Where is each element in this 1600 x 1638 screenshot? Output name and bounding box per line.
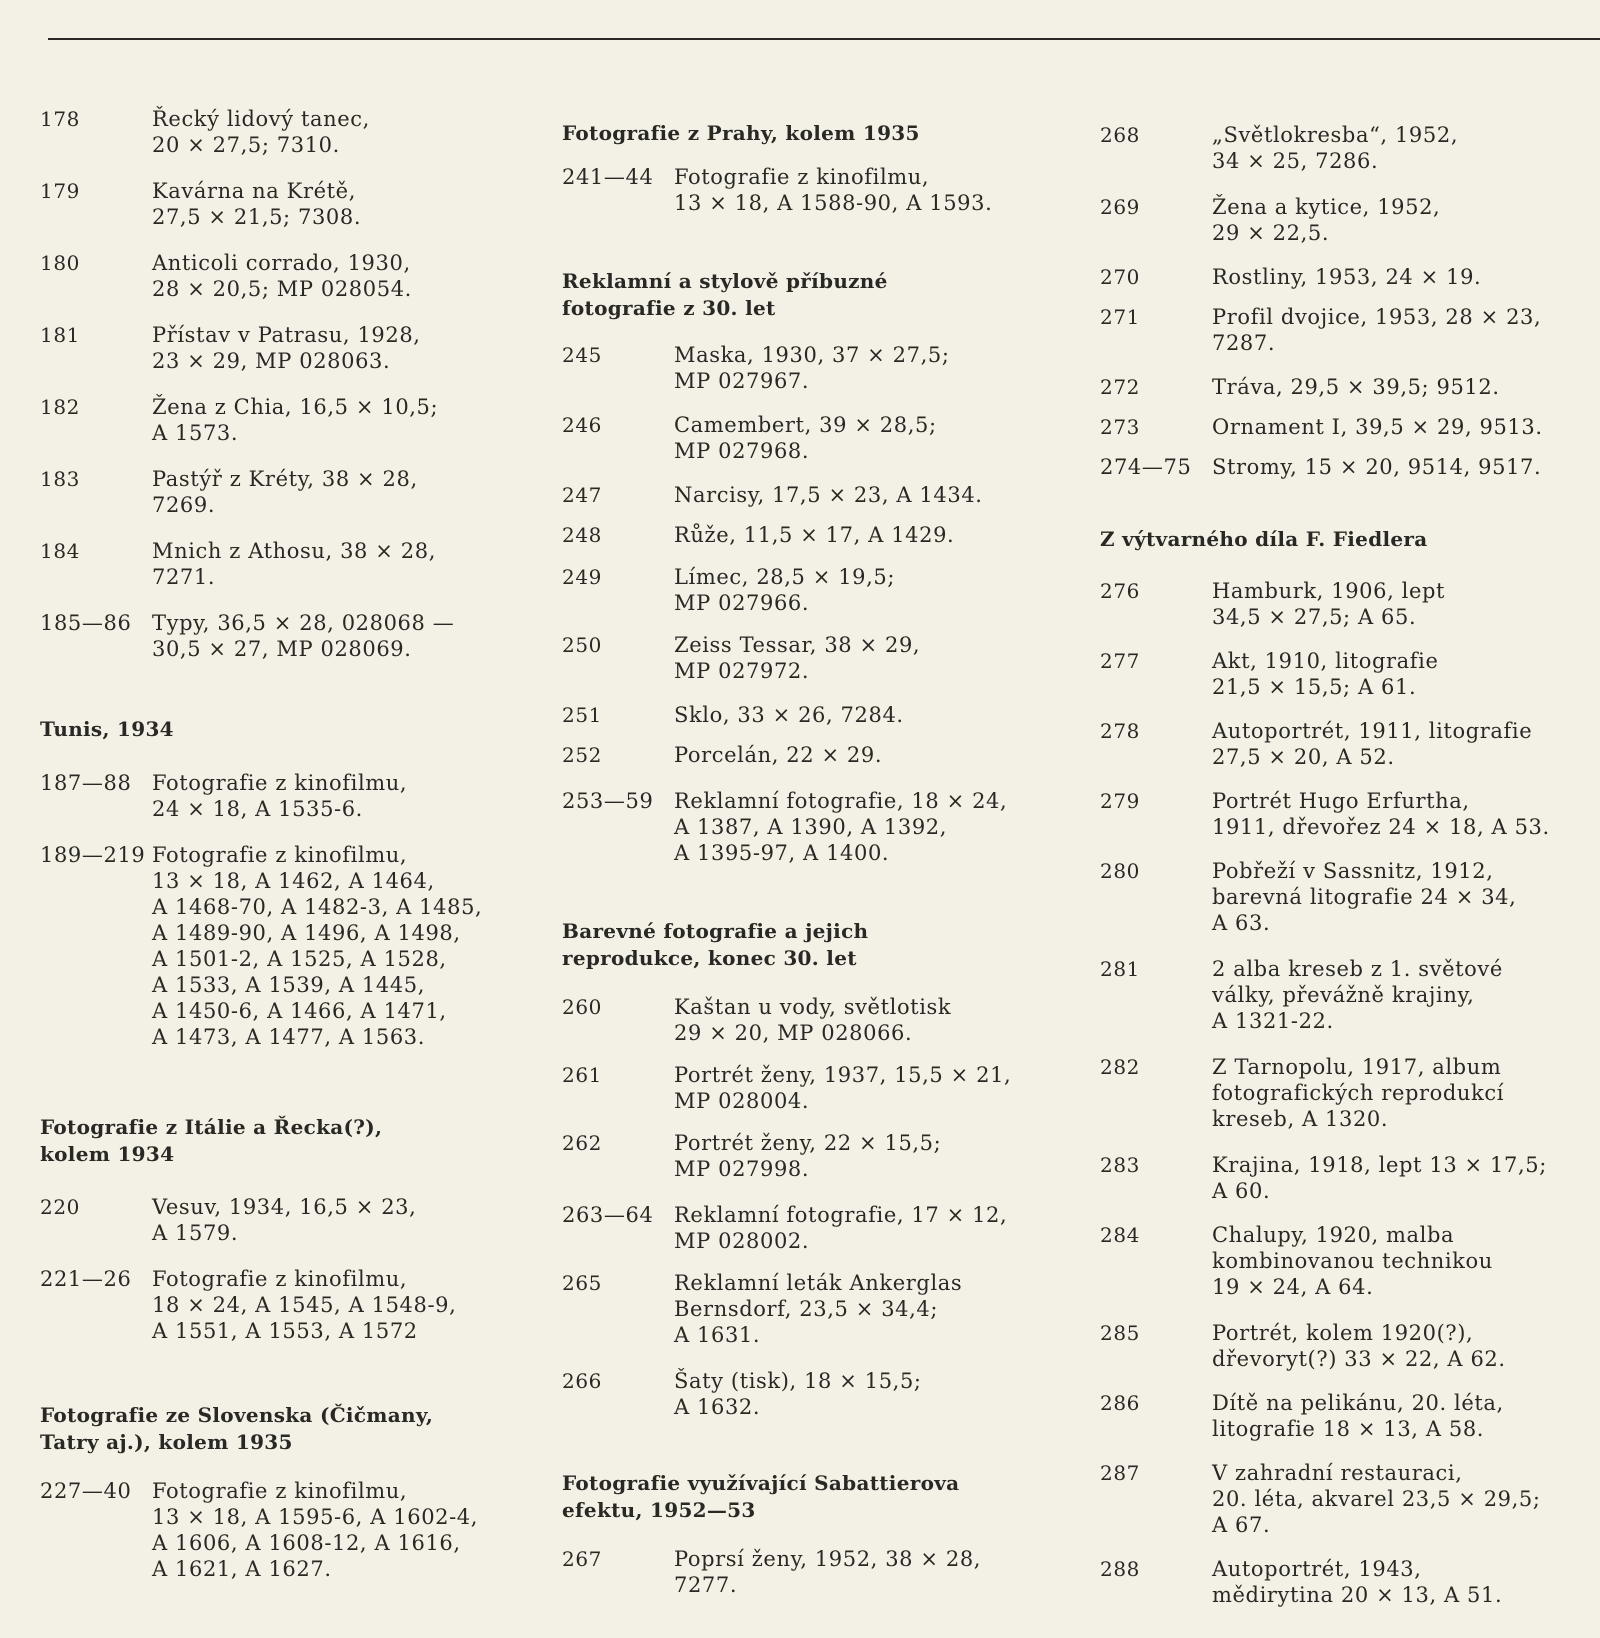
catalog-entry	[562, 412, 1077, 464]
entry-number: 184	[40, 539, 80, 563]
catalog-entry	[1100, 414, 1595, 440]
entry-number: 267	[562, 1547, 602, 1571]
catalog-entry	[1100, 1556, 1595, 1608]
catalog-entry	[562, 1130, 1077, 1182]
entry-description: Portrét Hugo Erfurtha, 1911, dřevořez 24 × 18, A 53.	[1212, 789, 1550, 839]
entry-description: Camembert, 39 × 28,5; MP 027968.	[674, 413, 937, 463]
entry-description: Šaty (tisk), 18 × 15,5; A 1632.	[674, 1369, 922, 1419]
catalog-entry	[40, 770, 545, 822]
entry-description: Autoportrét, 1943, mědirytina 20 × 13, A 51.	[1212, 1557, 1503, 1607]
entry-number: 253—59	[562, 789, 654, 813]
entry-description: 2 alba kreseb z 1. světové války, převážně krajiny, A 1321-22.	[1212, 957, 1503, 1033]
entry-number: 251	[562, 703, 602, 727]
entry-description: Profil dvojice, 1953, 28 × 23, 7287.	[1212, 305, 1542, 355]
entry-number: 262	[562, 1131, 602, 1155]
entry-description: Vesuv, 1934, 16,5 × 23, A 1579.	[152, 1195, 417, 1245]
entry-number: 261	[562, 1063, 602, 1087]
catalog-entry	[1100, 956, 1595, 1034]
catalog-entry	[1100, 194, 1595, 246]
entry-number: 284	[1100, 1223, 1140, 1247]
catalog-entry	[1100, 1460, 1595, 1538]
entry-number: 274—75	[1100, 455, 1192, 479]
catalog-entry	[40, 842, 545, 1050]
section-heading: Barevné fotografie a jejich reprodukce, konec 30. let	[562, 919, 869, 970]
catalog-entry	[562, 1062, 1077, 1114]
entry-description: Portrét, kolem 1920(?), dřevoryt(?) 33 × 22, A 62.	[1212, 1321, 1506, 1371]
catalog-entry	[562, 632, 1077, 684]
catalog-entry	[562, 564, 1077, 616]
entry-description: Pastýř z Kréty, 38 × 28, 7269.	[152, 467, 418, 517]
catalog-entry	[40, 466, 545, 518]
catalog-entry	[1100, 264, 1595, 290]
entry-number: 286	[1100, 1391, 1140, 1415]
entry-description: Chalupy, 1920, malba kombinovanou technikou 19 × 24, A 64.	[1212, 1223, 1493, 1299]
section-heading: Fotografie z Itálie a Řecka(?), kolem 1934	[40, 1115, 383, 1166]
catalog-entry	[1100, 1054, 1595, 1132]
entry-number: 227—40	[40, 1479, 132, 1503]
catalog-entry	[1100, 718, 1595, 770]
entry-description: Tráva, 29,5 × 39,5; 9512.	[1212, 375, 1500, 399]
entry-number: 283	[1100, 1153, 1140, 1177]
entry-description: „Světlokresba“, 1952, 34 × 25, 7286.	[1212, 123, 1459, 173]
entry-number: 260	[562, 995, 602, 1019]
section-heading: Fotografie z Prahy, kolem 1935	[562, 121, 920, 145]
catalog-entry	[1100, 1222, 1595, 1300]
entry-description: Přístav v Patrasu, 1928, 23 × 29, MP 028063.	[152, 323, 421, 373]
catalog-entry	[40, 610, 545, 662]
entry-description: Límec, 28,5 × 19,5; MP 027966.	[674, 565, 896, 615]
entry-description: Fotografie z kinofilmu, 13 × 18, A 1588-90, A 1593.	[674, 165, 993, 215]
catalog-entry	[1100, 454, 1595, 480]
entry-number: 246	[562, 413, 602, 437]
catalog-entry	[1100, 648, 1595, 700]
section-heading: Fotografie využívající Sabattierova efektu, 1952—53	[562, 1471, 960, 1522]
catalog-entry	[562, 702, 1077, 728]
entry-number: 189—219	[40, 843, 146, 867]
entry-number: 272	[1100, 375, 1140, 399]
section-heading: Z výtvarného díla F. Fiedlera	[1100, 527, 1428, 551]
entry-description: Porcelán, 22 × 29.	[674, 743, 883, 767]
entry-description: Reklamní fotografie, 18 × 24, A 1387, A 1390, A 1392, A 1395-97, A 1400.	[674, 789, 1008, 865]
entry-number: 269	[1100, 195, 1140, 219]
section-heading: Tunis, 1934	[40, 717, 174, 741]
catalog-entry	[40, 1478, 545, 1582]
catalog-entry	[562, 742, 1077, 768]
entry-description: Poprsí ženy, 1952, 38 × 28, 7277.	[674, 1547, 982, 1597]
entry-number: 277	[1100, 649, 1140, 673]
entry-description: Řecký lidový tanec, 20 × 27,5; 7310.	[152, 107, 370, 157]
entry-description: Narcisy, 17,5 × 23, A 1434.	[674, 483, 983, 507]
catalog-entry	[1100, 374, 1595, 400]
entry-number: 221—26	[40, 1267, 132, 1291]
catalog-entry	[1100, 1390, 1595, 1442]
entry-number: 273	[1100, 415, 1140, 439]
entry-number: 266	[562, 1369, 602, 1393]
catalog-entry	[562, 788, 1077, 866]
entry-number: 285	[1100, 1321, 1140, 1345]
catalog-entry	[40, 106, 545, 158]
entry-description: Typy, 36,5 × 28, 028068 — 30,5 × 27, MP 028069.	[152, 611, 455, 661]
entry-number: 248	[562, 523, 602, 547]
catalog-entry	[562, 342, 1077, 394]
entry-number: 276	[1100, 579, 1140, 603]
catalog-entry	[1100, 1320, 1595, 1372]
entry-description: Fotografie z kinofilmu, 13 × 18, A 1462, A 1464, A 1468-70, A 1482-3, A 1485, A 1489-90, A 1496, A 1498, A 1501-2, A 1525, A 1528, A 1533, A 1539, A 1445, A 1450-6, A 1466, A 1471, A 1473, A 1477, A 1563.	[152, 843, 483, 1049]
entry-description: Reklamní fotografie, 17 × 12, MP 028002.	[674, 1203, 1008, 1253]
catalog-entry	[40, 322, 545, 374]
top-rule	[48, 38, 1600, 40]
entry-number: 282	[1100, 1055, 1140, 1079]
entry-number: 180	[40, 251, 80, 275]
entry-number: 182	[40, 395, 80, 419]
entry-description: V zahradní restauraci, 20. léta, akvarel 23,5 × 29,5; A 67.	[1212, 1461, 1541, 1537]
entry-description: Kaštan u vody, světlotisk 29 × 20, MP 028066.	[674, 995, 952, 1045]
entry-description: Ornament I, 39,5 × 29, 9513.	[1212, 415, 1543, 439]
catalog-entry	[1100, 858, 1595, 936]
catalog-entry	[40, 538, 545, 590]
catalog-entry	[40, 1194, 545, 1246]
entry-description: Akt, 1910, litografie 21,5 × 15,5; A 61.	[1212, 649, 1439, 699]
catalog-entry	[40, 250, 545, 302]
entry-description: Sklo, 33 × 26, 7284.	[674, 703, 904, 727]
entry-description: Fotografie z kinofilmu, 13 × 18, A 1595-6, A 1602-4, A 1606, A 1608-12, A 1616, A 1621, A 1627.	[152, 1479, 479, 1581]
entry-description: Portrét ženy, 22 × 15,5; MP 027998.	[674, 1131, 942, 1181]
catalog-entry	[562, 482, 1077, 508]
catalog-entry	[562, 994, 1077, 1046]
entry-number: 281	[1100, 957, 1140, 981]
entry-description: Žena z Chia, 16,5 × 10,5; A 1573.	[152, 395, 439, 445]
entry-description: Pobřeží v Sassnitz, 1912, barevná litografie 24 × 34, A 63.	[1212, 859, 1517, 935]
entry-number: 241—44	[562, 165, 654, 189]
catalog-entry	[562, 1546, 1077, 1598]
entry-description: Maska, 1930, 37 × 27,5; MP 027967.	[674, 343, 950, 393]
entry-number: 179	[40, 179, 80, 203]
entry-description: Reklamní leták Ankerglas Bernsdorf, 23,5 × 34,4; A 1631.	[674, 1271, 963, 1347]
entry-description: Anticoli corrado, 1930, 28 × 20,5; MP 028054.	[152, 251, 412, 301]
entry-number: 178	[40, 107, 80, 131]
entry-description: Hamburk, 1906, lept 34,5 × 27,5; A 65.	[1212, 579, 1446, 629]
section-heading: Reklamní a stylově příbuzné fotografie z 30. let	[562, 269, 888, 320]
entry-description: Růže, 11,5 × 17, A 1429.	[674, 523, 955, 547]
entry-number: 263—64	[562, 1203, 654, 1227]
catalog-entry	[562, 1270, 1077, 1348]
catalog-entry	[1100, 122, 1595, 174]
entry-description: Z Tarnopolu, 1917, album fotografických reprodukcí kreseb, A 1320.	[1212, 1055, 1505, 1131]
catalog-entry	[1100, 304, 1595, 356]
entry-number: 288	[1100, 1557, 1140, 1581]
entry-number: 270	[1100, 265, 1140, 289]
entry-number: 287	[1100, 1461, 1140, 1485]
entry-number: 271	[1100, 305, 1140, 329]
entry-description: Autoportrét, 1911, litografie 27,5 × 20, A 52.	[1212, 719, 1533, 769]
entry-description: Kavárna na Krétě, 27,5 × 21,5; 7308.	[152, 179, 362, 229]
entry-number: 247	[562, 483, 602, 507]
catalog-entry	[562, 1368, 1077, 1420]
catalog-entry	[1100, 578, 1595, 630]
entry-number: 280	[1100, 859, 1140, 883]
entry-number: 245	[562, 343, 602, 367]
entry-number: 250	[562, 633, 602, 657]
catalog-entry	[562, 164, 1077, 216]
entry-description: Fotografie z kinofilmu, 24 × 18, A 1535-6.	[152, 771, 408, 821]
entry-number: 252	[562, 743, 602, 767]
entry-number: 183	[40, 467, 80, 491]
catalog-entry	[1100, 788, 1595, 840]
entry-number: 278	[1100, 719, 1140, 743]
entry-description: Fotografie z kinofilmu, 18 × 24, A 1545, A 1548-9, A 1551, A 1553, A 1572	[152, 1267, 457, 1343]
entry-description: Portrét ženy, 1937, 15,5 × 21, MP 028004.	[674, 1063, 1012, 1113]
catalog-entry	[562, 522, 1077, 548]
catalog-entry	[40, 178, 545, 230]
entry-number: 268	[1100, 123, 1140, 147]
section-heading: Fotografie ze Slovenska (Čičmany, Tatry aj.), kolem 1935	[40, 1403, 434, 1454]
catalog-entry	[1100, 1152, 1595, 1204]
entry-number: 279	[1100, 789, 1140, 813]
catalog-entry	[40, 1266, 545, 1344]
entry-description: Rostliny, 1953, 24 × 19.	[1212, 265, 1482, 289]
entry-number: 181	[40, 323, 80, 347]
entry-number: 185—86	[40, 611, 132, 635]
entry-description: Zeiss Tessar, 38 × 29, MP 027972.	[674, 633, 921, 683]
catalog-entry	[562, 1202, 1077, 1254]
entry-description: Stromy, 15 × 20, 9514, 9517.	[1212, 455, 1542, 479]
entry-description: Dítě na pelikánu, 20. léta, litografie 18 × 13, A 58.	[1212, 1391, 1504, 1441]
entry-description: Krajina, 1918, lept 13 × 17,5; A 60.	[1212, 1153, 1547, 1203]
catalog-entry	[40, 394, 545, 446]
entry-number: 220	[40, 1195, 80, 1219]
entry-number: 265	[562, 1271, 602, 1295]
entry-description: Žena a kytice, 1952, 29 × 22,5.	[1212, 195, 1441, 245]
entry-description: Mnich z Athosu, 38 × 28, 7271.	[152, 539, 436, 589]
entry-number: 249	[562, 565, 602, 589]
entry-number: 187—88	[40, 771, 132, 795]
